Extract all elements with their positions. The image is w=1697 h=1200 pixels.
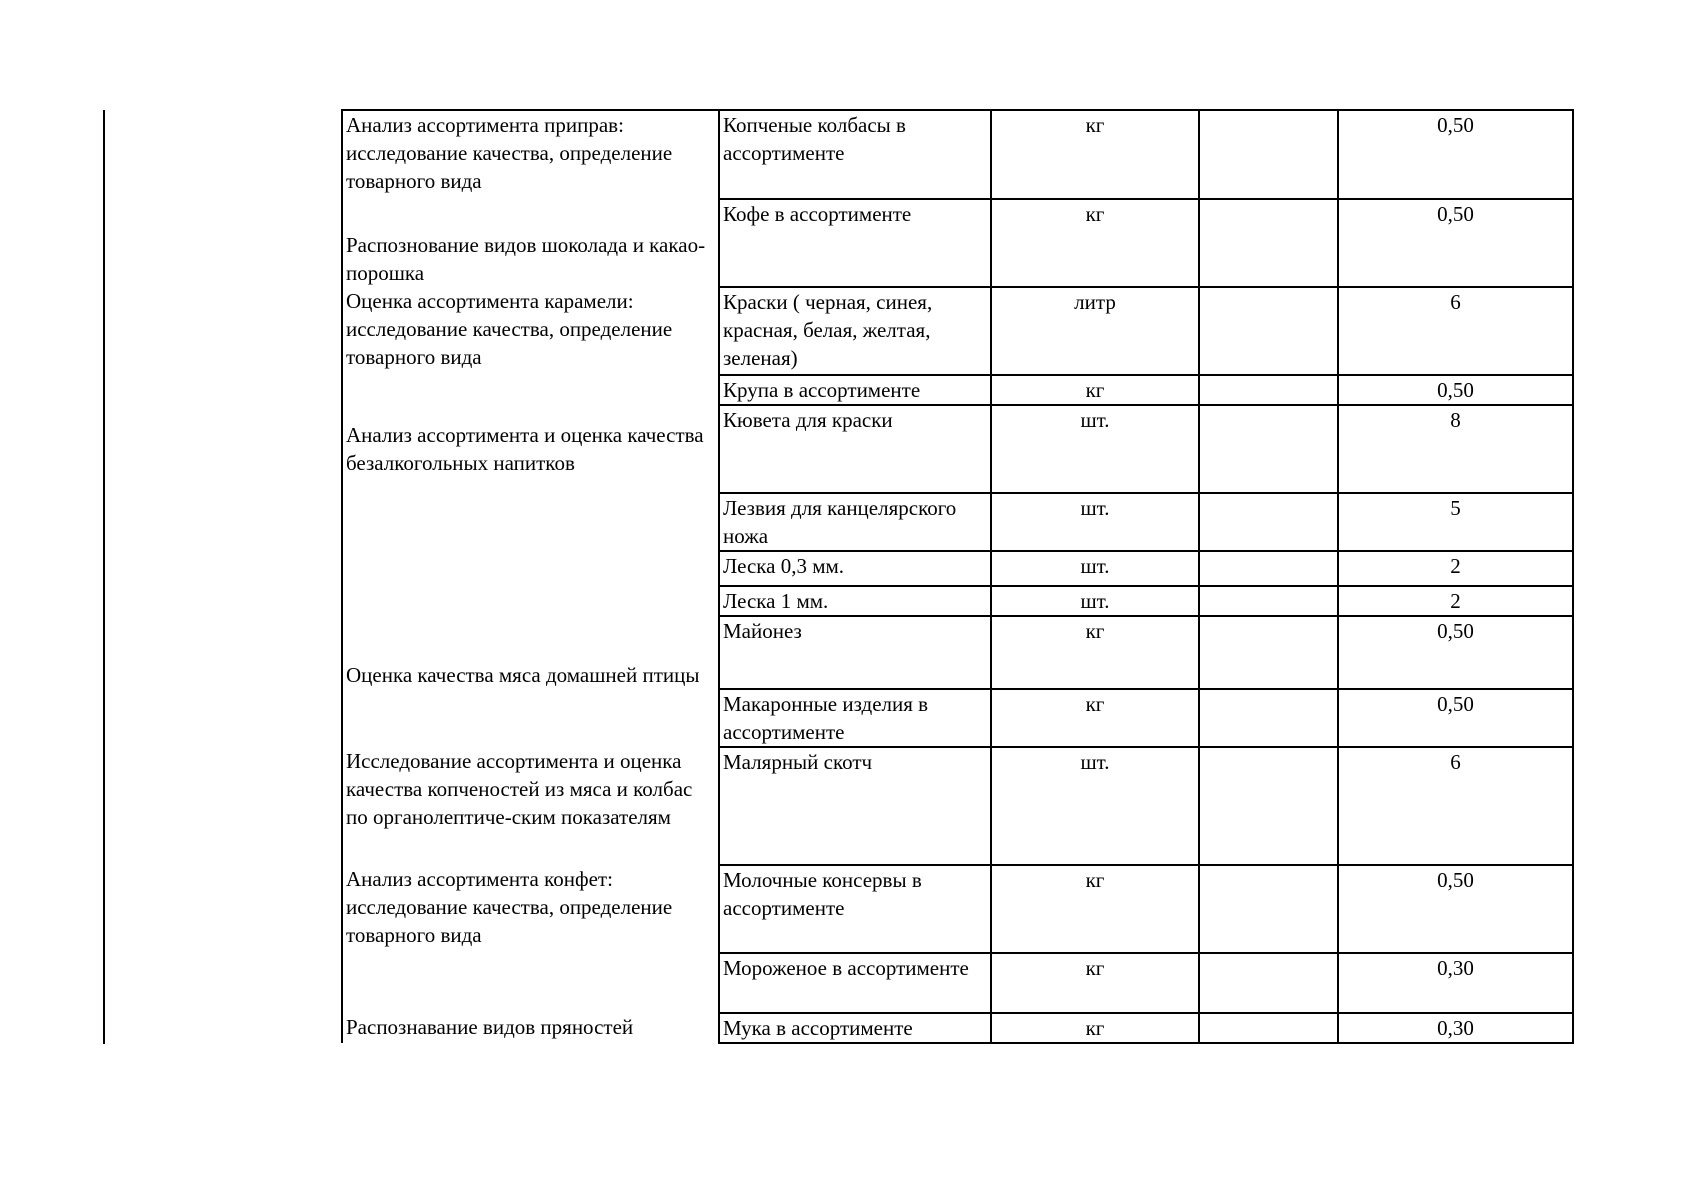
table-row	[342, 110, 1573, 199]
table-row	[342, 551, 1573, 586]
unit-cell: шт.	[991, 747, 1199, 865]
unit-cell: шт.	[991, 586, 1199, 616]
lesson-topic-cell: Анализ ассортимента и оценка качества безалкогольных напитков	[342, 405, 719, 493]
item-name-cell: Краски ( черная, синея, красная, белая, желтая, зеленая)	[719, 287, 991, 375]
unit-cell: кг	[991, 199, 1199, 287]
unit-cell: кг	[991, 110, 1199, 199]
unit-cell: кг	[991, 865, 1199, 953]
item-name-cell: Кювета для краски	[719, 405, 991, 493]
table-row	[342, 287, 1573, 375]
supplies-table	[341, 109, 1574, 1044]
lesson-topic-cell	[342, 551, 719, 586]
quantity-cell: 2	[1338, 551, 1573, 586]
unit-cell: кг	[991, 616, 1199, 689]
item-name-cell: Крупа в ассортименте	[719, 375, 991, 405]
table-row	[342, 953, 1573, 1013]
empty-cell	[1199, 287, 1338, 375]
lesson-topic-cell	[342, 375, 719, 405]
quantity-cell: 0,50	[1338, 865, 1573, 953]
item-name-cell: Кофе в ассортименте	[719, 199, 991, 287]
item-name-cell: Мука в ассортименте	[719, 1013, 991, 1043]
lesson-topic-cell	[342, 586, 719, 616]
empty-cell	[1199, 616, 1338, 689]
empty-cell	[1199, 110, 1338, 199]
unit-cell: литр	[991, 287, 1199, 375]
quantity-cell: 0,50	[1338, 689, 1573, 747]
empty-cell	[1199, 953, 1338, 1013]
table-row	[342, 199, 1573, 287]
unit-cell: кг	[991, 1013, 1199, 1043]
table-row	[342, 747, 1573, 865]
item-name-cell: Леска 1 мм.	[719, 586, 991, 616]
table-row	[342, 586, 1573, 616]
lesson-topic-cell	[342, 493, 719, 551]
quantity-cell: 6	[1338, 747, 1573, 865]
lesson-topic-cell: Оценка ассортимента карамели: исследование качества, определение товарного вида	[342, 287, 719, 375]
table-row	[342, 1013, 1573, 1043]
lesson-topic-cell	[342, 689, 719, 747]
item-name-cell: Леска 0,3 мм.	[719, 551, 991, 586]
quantity-cell: 0,50	[1338, 616, 1573, 689]
lesson-topic-cell: Распознавание видов пряностей	[342, 1013, 719, 1043]
table-row	[342, 689, 1573, 747]
unit-cell: шт.	[991, 405, 1199, 493]
item-name-cell: Лезвия для канцелярского ножа	[719, 493, 991, 551]
item-name-cell: Молочные консервы в ассортименте	[719, 865, 991, 953]
quantity-cell: 8	[1338, 405, 1573, 493]
empty-cell	[1199, 405, 1338, 493]
lesson-topic-cell: Распознование видов шоколада и какао-порошка	[342, 199, 719, 287]
table-row	[342, 865, 1573, 953]
quantity-cell: 0,50	[1338, 375, 1573, 405]
quantity-cell: 5	[1338, 493, 1573, 551]
table-row	[342, 405, 1573, 493]
table-row	[342, 616, 1573, 689]
item-name-cell: Макаронные изделия в ассортименте	[719, 689, 991, 747]
lesson-topic-cell: Анализ ассортимента приправ: исследование качества, определение товарного вида	[342, 110, 719, 199]
empty-cell	[1199, 1013, 1338, 1043]
empty-cell	[1199, 375, 1338, 405]
unit-cell: шт.	[991, 493, 1199, 551]
item-name-cell: Мороженое в ассортименте	[719, 953, 991, 1013]
quantity-cell: 0,50	[1338, 199, 1573, 287]
item-name-cell: Копченые колбасы в ассортименте	[719, 110, 991, 199]
quantity-cell: 0,50	[1338, 110, 1573, 199]
unit-cell: шт.	[991, 551, 1199, 586]
empty-cell	[1199, 199, 1338, 287]
item-name-cell: Малярный скотч	[719, 747, 991, 865]
quantity-cell: 6	[1338, 287, 1573, 375]
unit-cell: кг	[991, 375, 1199, 405]
empty-cell	[1199, 586, 1338, 616]
table-row	[342, 375, 1573, 405]
empty-cell	[1199, 747, 1338, 865]
unit-cell: кг	[991, 689, 1199, 747]
empty-cell	[1199, 865, 1338, 953]
lesson-topic-cell: Анализ ассортимента конфет: исследование качества, определение товарного вида	[342, 865, 719, 953]
table-row	[342, 493, 1573, 551]
left-margin-rule	[103, 110, 105, 1044]
empty-cell	[1199, 551, 1338, 586]
quantity-cell: 0,30	[1338, 1013, 1573, 1043]
lesson-topic-cell: Оценка качества мяса домашней птицы	[342, 616, 719, 689]
item-name-cell: Майонез	[719, 616, 991, 689]
empty-cell	[1199, 493, 1338, 551]
lesson-topic-cell	[342, 953, 719, 1013]
empty-cell	[1199, 689, 1338, 747]
unit-cell: кг	[991, 953, 1199, 1013]
lesson-topic-cell: Исследование ассортимента и оценка качества копченостей из мяса и колбас по органолептиче-ским показателям	[342, 747, 719, 865]
quantity-cell: 0,30	[1338, 953, 1573, 1013]
quantity-cell: 2	[1338, 586, 1573, 616]
